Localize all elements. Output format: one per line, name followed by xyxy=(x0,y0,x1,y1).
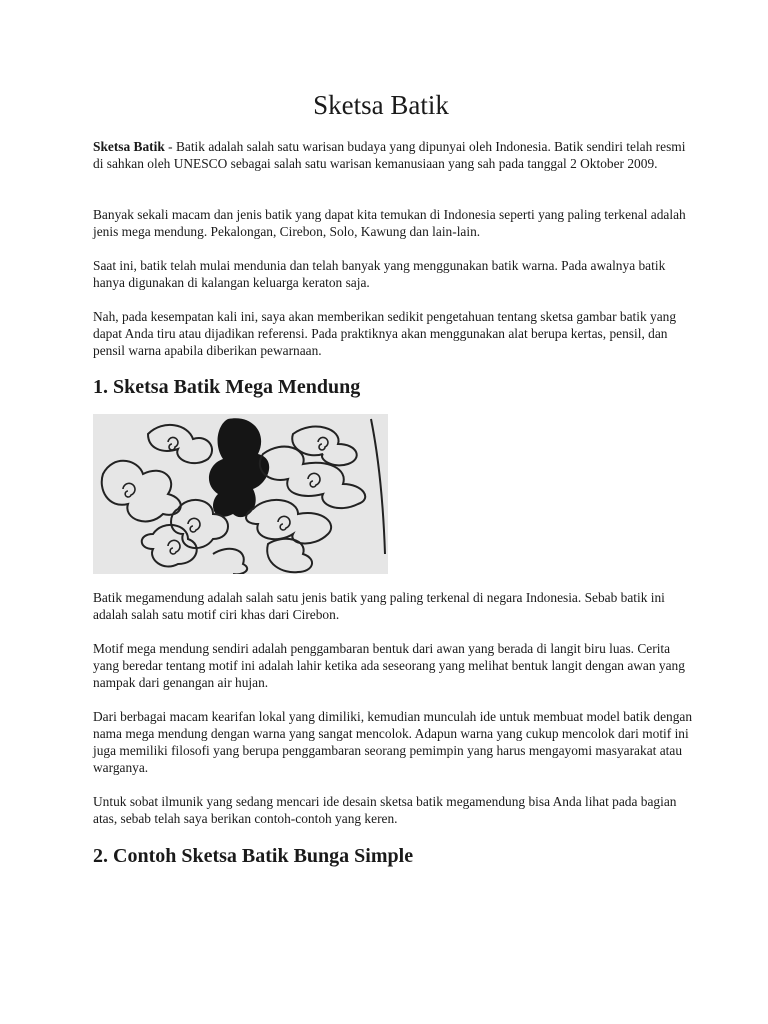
intro-paragraph xyxy=(93,138,693,172)
intro-lead-bold: Sketsa Batik xyxy=(93,139,165,154)
paragraph: Banyak sekali macam dan jenis batik yang dapat kita temukan di Indonesia seperti yang paling terkenal adalah jenis mega mendung. Pekalongan, Cirebon, Solo, Kawung dan lain-lain. xyxy=(93,207,686,239)
intro-lead-rest: - Batik adalah salah satu warisan budaya yang dipunyai oleh Indonesia. Batik sendiri telah resmi di sahkan oleh UNESCO sebagai salah satu warisan kemanusiaan yang sah pada tanggal 2 Oktober 2009. xyxy=(93,139,686,171)
section-heading-bunga-simple: 2. Contoh Sketsa Batik Bunga Simple xyxy=(93,845,414,867)
page-title: Sketsa Batik xyxy=(313,90,449,120)
paragraph: Batik megamendung adalah salah satu jenis batik yang paling terkenal di negara Indonesia. Sebab batik ini adalah salah satu motif ciri khas dari Cirebon. xyxy=(93,590,665,622)
mega-mendung-sketch-image xyxy=(93,414,388,574)
paragraph: Motif mega mendung sendiri adalah penggambaran bentuk dari awan yang berada di langit biru luas. Cerita yang beredar tentang motif ini adalah lahir ketika ada seseorang yang melihat bentuk langit dengan awan yang nampak dari genangan air hujan. xyxy=(93,641,685,690)
paragraph: Saat ini, batik telah mulai mendunia dan telah banyak yang menggunakan batik warna. Pada awalnya batik hanya digunakan di kalangan keluarga keraton saja. xyxy=(93,258,666,290)
section-heading-mega-mendung: 1. Sketsa Batik Mega Mendung xyxy=(93,376,361,398)
paragraph: Untuk sobat ilmunik yang sedang mencari ide desain sketsa batik megamendung bisa Anda lihat pada bagian atas, sebab telah saya berikan contoh-contoh yang keren. xyxy=(93,794,677,826)
mega-mendung-sketch-drawing xyxy=(93,414,388,574)
paragraph: Nah, pada kesempatan kali ini, saya akan memberikan sedikit pengetahuan tentang sketsa gambar batik yang dapat Anda tiru atau dijadikan referensi. Pada praktiknya akan menggunakan alat berupa kertas, pensil, dan pensil warna apabila diberikan pewarnaan. xyxy=(93,309,677,358)
paragraph: Dari berbagai macam kearifan lokal yang dimiliki, kemudian munculah ide untuk membuat model batik dengan nama mega mendung dengan warna yang sangat mencolok. Adapun warna yang cukup mencolok dari motif ini juga memiliki filosofi yang berupa penggambaran seorang pemimpin yang harus mengayomi masyarakat atau warganya. xyxy=(93,709,693,775)
